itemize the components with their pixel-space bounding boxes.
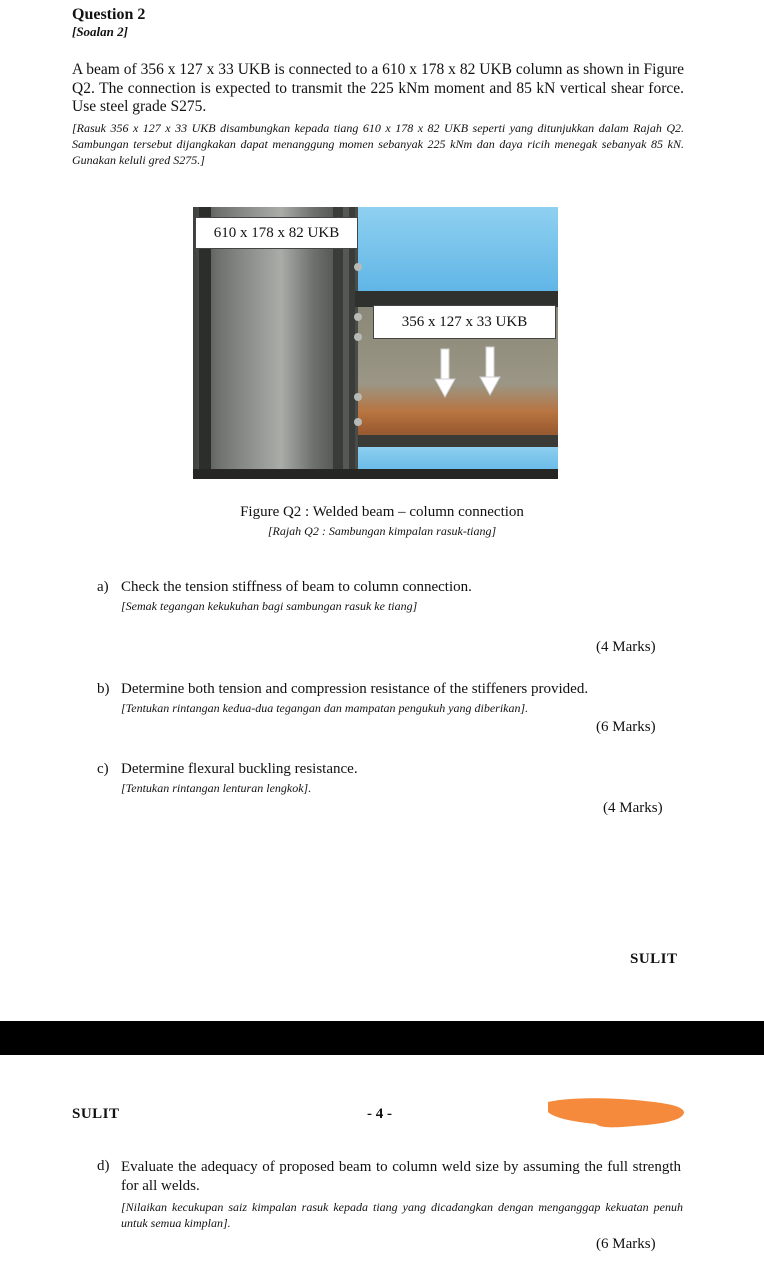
part-c-text-malay: [Tentukan rintangan lenturan lengkok]. (121, 781, 312, 795)
beam-label: 356 x 127 x 33 UKB (401, 313, 528, 330)
part-b-text: Determine both tension and compression resistance of the stiffeners provided. (121, 681, 589, 697)
column-label: 610 x 178 x 82 UKB (213, 224, 340, 241)
part-d-marks: (6 Marks) (596, 1236, 656, 1252)
part-a-text-malay: [Semak tegangan kekukuhan bagi sambungan rasuk ke tiang] (121, 599, 418, 613)
orange-redaction-scribble (544, 1094, 686, 1130)
part-d-text-malay: [Nilaikan kecukupan saiz kimpalan rasuk kepada tiang yang dicadangkan dengan menganggap kekuatan penuh untuk semua kimplan]. (121, 1200, 683, 1230)
part-b-marks: (6 Marks) (596, 719, 656, 735)
question-subtitle: [Soalan 2] (72, 24, 128, 39)
figure-q2-photo (193, 207, 558, 479)
beam-label-box (373, 305, 556, 339)
part-b-text-malay: [Tentukan rintangan kedua-dua tegangan dan mampatan pengukuh yang diberikan]. (121, 701, 529, 715)
page-number: - 4 - (367, 1106, 392, 1122)
column-label-box (195, 217, 358, 249)
figure-caption-malay: [Rajah Q2 : Sambungan kimpalan rasuk-tiang] (267, 524, 497, 538)
part-a-text: Check the tension stiffness of beam to column connection. (121, 579, 472, 595)
part-a-letter: a) (97, 579, 109, 595)
redaction-mark (544, 1094, 686, 1130)
part-c-marks: (4 Marks) (603, 800, 663, 816)
part-d-text: Evaluate the adequacy of proposed beam to column weld size by assuming the full strength for all welds. (121, 1159, 681, 1194)
part-c-text: Determine flexural buckling resistance. (121, 761, 358, 777)
part-d-letter: d) (97, 1158, 110, 1174)
intro-english: A beam of 356 x 127 x 33 UKB is connected to a 610 x 178 x 82 UKB column as shown in Figure Q2. The connection is expected to transmit the 225 kNm moment and 85 kN vertical shear force. Use steel grade S275. (72, 61, 684, 115)
part-c-letter: c) (97, 761, 109, 777)
sulit-label-top: SULIT (630, 951, 678, 967)
part-a-marks: (4 Marks) (596, 639, 656, 655)
part-b-letter: b) (97, 681, 110, 697)
page-break-band (0, 1021, 764, 1055)
intro-malay: [Rasuk 356 x 127 x 33 UKB disambungkan kepada tiang 610 x 178 x 82 UKB seperti yang ditunjukkan dalam Rajah Q2. Sambungan tersebut dijangkakan dapat menanggung momen sebanyak 225 kNm dan daya ricih menegak sebanyak 85 kN. Gunakan keluli gred S275.] (72, 121, 684, 167)
sulit-label-bottom: SULIT (72, 1106, 120, 1122)
figure-caption: Figure Q2 : Welded beam – column connection (240, 504, 524, 520)
question-title: Question 2 (72, 6, 146, 23)
